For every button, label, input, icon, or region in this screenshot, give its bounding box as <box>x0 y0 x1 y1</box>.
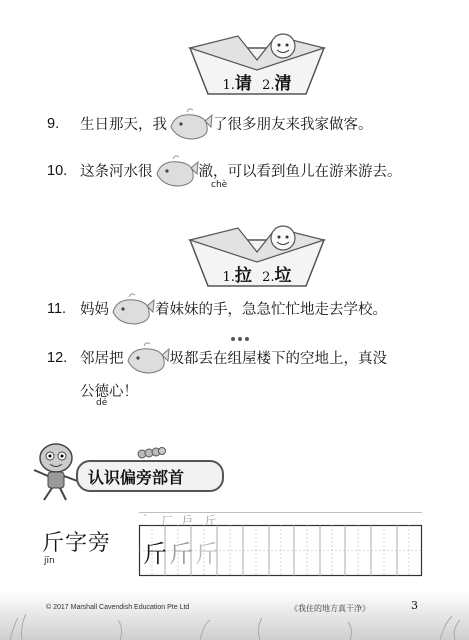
radical-name: 斤字旁 <box>42 531 112 556</box>
question-10: 这条河水很 澈，可以看到鱼儿在游来游去。 <box>80 154 402 190</box>
question-12-number: 12. <box>47 350 68 366</box>
answer-blank-whale-icon[interactable] <box>109 292 155 328</box>
section-banner <box>76 460 224 492</box>
question-11-number: 11. <box>47 301 67 317</box>
question-9-number: 9. <box>47 116 60 132</box>
section-title: 认识偏旁部首 <box>88 468 185 487</box>
question-12: 邻居把 圾都丢在组屋楼下的空地上，真没 <box>80 341 387 377</box>
footer-grass-decoration <box>0 590 469 640</box>
stroke-order-3: 戶 <box>182 514 193 527</box>
stroke-order-2: 厂 <box>162 514 173 527</box>
stroke-order-1: ′ <box>144 512 147 525</box>
caterpillar-icon <box>136 444 166 460</box>
copyright-text: © 2017 Marshall Cavendish Education Pte Ltd <box>46 604 190 611</box>
trace-char-3: 斤 <box>195 540 219 568</box>
answer-blank-whale-icon[interactable] <box>167 107 213 143</box>
trace-char-1: 斤 <box>143 540 167 568</box>
boat-1-choices: 1.请 2.清 <box>222 74 292 94</box>
stroke-order-4: 斤 <box>205 514 216 527</box>
answer-blank-whale-icon[interactable] <box>124 341 170 377</box>
choice-boat-1 <box>188 30 326 98</box>
question-11: 妈妈 着妹妹的手，急急忙忙地走去学校。 <box>80 292 387 328</box>
question-10-number: 10. <box>47 163 68 179</box>
boat-2-choices: 1.拉 2.垃 <box>222 266 292 286</box>
question-9: 生日那天，我 了很多朋友来我家做客。 <box>80 107 373 143</box>
trace-char-2: 斤 <box>169 540 193 568</box>
answer-blank-whale-icon[interactable] <box>153 154 199 190</box>
book-title: 《我住的地方真干净》 <box>290 604 370 613</box>
page-number: 3 <box>411 599 418 612</box>
question-12-line-2: 公德心！ <box>80 384 138 400</box>
pinyin-de: dé <box>96 398 108 408</box>
pinyin-che: chè <box>211 180 228 190</box>
choice-boat-2 <box>188 222 326 290</box>
radical-pinyin: jīn <box>44 556 55 566</box>
